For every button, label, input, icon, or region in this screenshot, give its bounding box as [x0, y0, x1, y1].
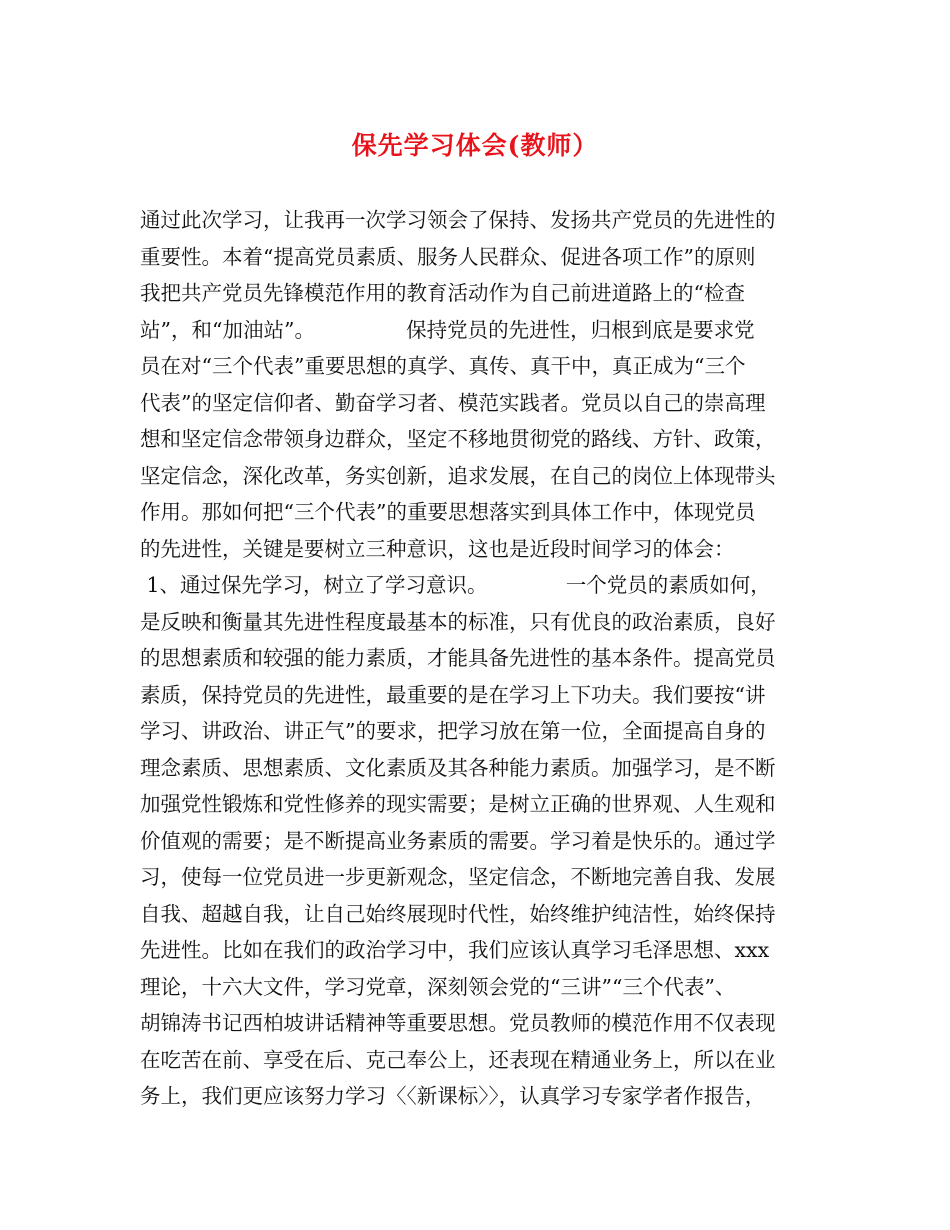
body-line: 的先进性，关键是要树立三种意识，这也是近段时间学习的体会：	[140, 536, 735, 561]
body-line: 价值观的需要；是不断提高业务素质的需要。学习着是快乐的。通过学	[140, 828, 776, 853]
body-line: 1、通过保先学习，树立了学习意识。 一个党员的素质如何，	[140, 573, 771, 597]
body-line: 习，使每一位党员进一步更新观念，坚定信念，不断地完善自我、发展	[140, 865, 776, 889]
body-line: 素质，保持党员的先进性，最重要的是在学习上下功夫。我们要按“讲	[140, 682, 766, 707]
body-line: 自我、超越自我，让自己始终展现时代性，始终维护纯洁性，始终保持	[140, 901, 776, 926]
body-line: 理论，十六大文件，学习党章，深刻领会党的“三讲”“三个代表”、	[140, 974, 736, 999]
body-line: 是反映和衡量其先进性程度最基本的标准，只有优良的政治素质，良好	[140, 609, 776, 634]
body-line: 作用。那如何把“三个代表”的重要思想落实到具体工作中，体现党员	[140, 500, 756, 524]
body-line: 坚定信念，深化改革，务实创新，追求发展，在自己的岗位上体现带头	[140, 463, 776, 488]
document-title: 保先学习体会(教师）	[351, 131, 599, 160]
body-line: 胡锦涛书记西柏坡讲话精神等重要思想。党员教师的模范作用不仅表现	[140, 1011, 776, 1035]
body-line: 我把共产党员先锋模范作用的教育活动作为自己前进道路上的“检查	[140, 281, 745, 305]
body-line: 员在对“三个代表”重要思想的真学、真传、真干中，真正成为“三个	[140, 354, 746, 378]
document-body	[140, 202, 820, 1115]
body-line: 代表”的坚定信仰者、勤奋学习者、模范实践者。党员以自己的崇高理	[140, 390, 766, 415]
body-line: 的思想素质和较强的能力素质，才能具备先进性的基本条件。提高党员	[140, 646, 776, 670]
body-line: 学习、讲政治、讲正气”的要求，把学习放在第一位，全面提高自身的	[140, 719, 766, 743]
body-line: 先进性。比如在我们的政治学习中，我们应该认真学习毛泽思想、xxx	[140, 938, 770, 962]
body-line: 站”，和“加油站”。 保持党员的先进性，归根到底是要求党	[140, 317, 755, 342]
body-line: 理念素质、思想素质、文化素质及其各种能力素质。加强学习，是不断	[140, 755, 776, 780]
body-line: 重要性。本着“提高党员素质、服务人民群众、促进各项工作”的原则	[140, 244, 756, 269]
body-line: 加强党性锻炼和党性修养的现实需要；是树立正确的世界观、人生观和	[140, 792, 776, 816]
body-line: 通过此次学习，让我再一次学习领会了保持、发扬共产党员的先进性的	[140, 208, 776, 232]
body-line: 在吃苦在前、享受在后、克己奉公上，还表现在精通业务上，所以在业	[140, 1047, 776, 1072]
body-line: 想和坚定信念带领身边群众，坚定不移地贯彻党的路线、方针、政策，	[140, 427, 776, 451]
body-line: 务上，我们更应该努力学习〈〈新课标〉〉，认真学习专家学者作报告，	[140, 1084, 766, 1108]
